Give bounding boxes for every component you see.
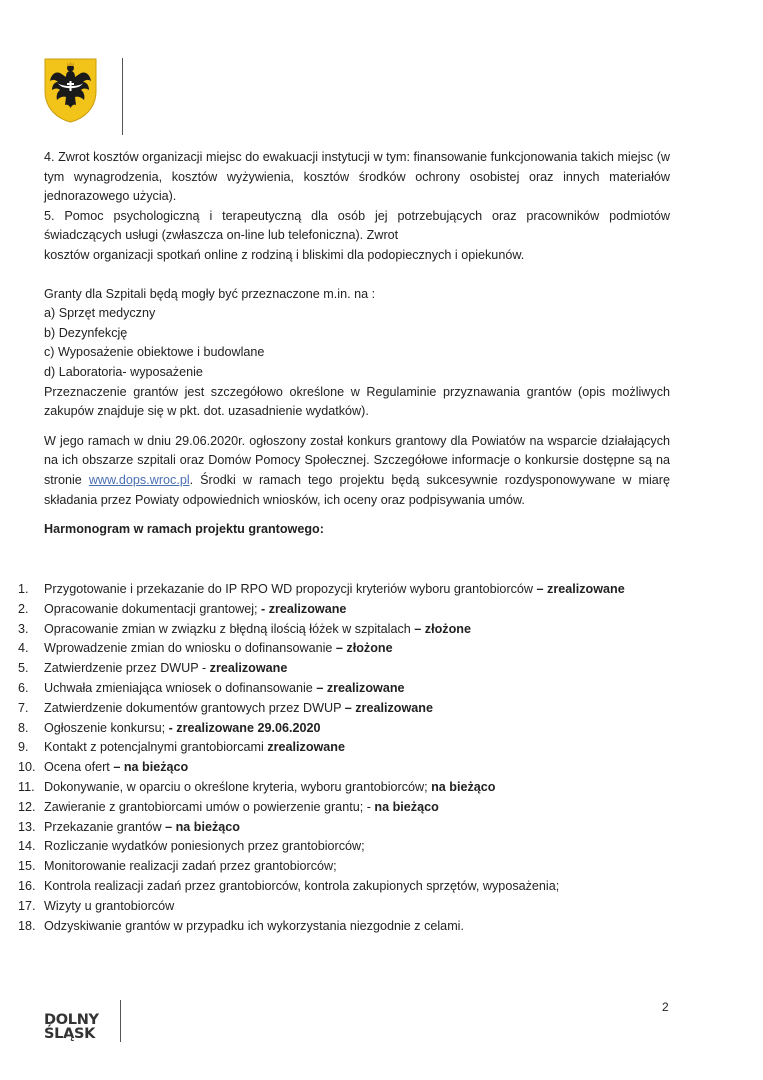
dolny-slask-logo: DOLNY ŚLĄSK: [44, 1012, 99, 1042]
schedule-item-number: 3.: [18, 621, 29, 636]
grants-intro: Granty dla Szpitali będą mogły być przeznaczone m.in. na :: [44, 286, 376, 301]
schedule-item-number: 7.: [18, 700, 29, 715]
schedule-item-status: - zrealizowane 29.06.2020: [168, 720, 321, 735]
footer-divider: [120, 1000, 121, 1042]
schedule-item-status: - zrealizowane: [261, 601, 347, 616]
grants-purpose: Przeznaczenie grantów jest szczegółowo określone w Regulaminie przyznawania grantów (opis możliwych zakupów znajduje się w pkt. dot. uzasadnienie wydatków).: [44, 384, 670, 419]
paragraph-item-5-continued: kosztów organizacji spotkań online z rodziną i bliskimi dla podopiecznych i opiekunów.: [44, 247, 525, 262]
contest-paragraph: [44, 432, 670, 510]
schedule-item-status: – złożone: [414, 621, 471, 636]
schedule-item-number: 13.: [18, 819, 36, 834]
schedule-item: [18, 877, 678, 897]
contest-text-a: W jego ramach w dniu 29.06.2020r. ogłoszony został konkurs grantowy dla Powiatów na wsparcie działających na ich obszarze szpitali oraz Domów Pomocy Społecznej. Szczegółowe informacje o konkursie dostępne są na stronie: [44, 433, 670, 487]
schedule-item-status: – zrealizowane: [344, 700, 433, 715]
schedule-item-status: – zrealizowane: [536, 582, 625, 596]
schedule-item-text: Kontakt z potencjalnymi grantobiorcami zrealizowane: [44, 740, 346, 755]
schedule-item: [18, 620, 678, 640]
schedule-item: [18, 857, 678, 877]
schedule-item-status: – zrealizowane: [316, 680, 405, 695]
document-body: [44, 148, 670, 540]
schedule-item: [18, 738, 678, 758]
schedule-item-status: – złożone: [335, 641, 393, 656]
schedule-item: [18, 798, 678, 818]
schedule-item-status: – na bieżąco: [165, 819, 241, 834]
contest-text-b: . Środki w ramach tego projektu będą sukcesywnie rozdysponowywane w miarę składania przez Powiaty odpowiednich wniosków, ich oceny oraz podpisywania umów.: [44, 472, 670, 507]
schedule-title: Harmonogram w ramach projektu grantowego:: [44, 522, 324, 537]
grant-option-b: b) Dezynfekcję: [44, 325, 128, 340]
schedule-item-number: 6.: [18, 680, 29, 695]
schedule-item-number: 2.: [18, 601, 29, 616]
schedule-item-number: 4.: [18, 641, 29, 656]
schedule-item-text: Ocena ofert – na bieżąco: [44, 760, 189, 775]
schedule-item-number: 10.: [18, 760, 36, 775]
schedule-list: [18, 580, 678, 936]
schedule-item-text: Zatwierdzenie przez DWUP - zrealizowane: [44, 661, 288, 676]
schedule-item-status: zrealizowane: [267, 740, 346, 755]
schedule-item-text: Ogłoszenie konkursu; - zrealizowane 29.06.2020: [44, 720, 321, 735]
schedule-item-number: 17.: [18, 898, 36, 913]
dops-link[interactable]: www.dops.wroc.pl: [88, 472, 190, 487]
schedule-item-status: na bieżąco: [374, 799, 439, 814]
schedule-item-number: 11.: [18, 779, 35, 794]
schedule-item-text: Dokonywanie, w oparciu o określone kryteria, wyboru grantobiorców; na bieżąco: [44, 779, 496, 794]
header-divider: [122, 58, 123, 135]
schedule-item-text: Odzyskiwanie grantów w przypadku ich wykorzystania niezgodnie z celami.: [44, 918, 464, 933]
schedule-item-status: – na bieżąco: [113, 760, 189, 775]
schedule-item: [18, 837, 678, 857]
schedule-item: [18, 719, 678, 739]
schedule-item: [18, 600, 678, 620]
schedule-item-text: Uchwała zmieniająca wniosek o dofinansowanie – zrealizowane: [44, 680, 405, 695]
schedule-item: [18, 699, 678, 719]
schedule-item-text: Przekazanie grantów – na bieżąco: [44, 819, 241, 834]
schedule-item-number: 1.: [18, 582, 29, 596]
schedule-item-status: na bieżąco: [431, 779, 496, 794]
schedule-item-text: Wprowadzenie zmian do wniosku o dofinansowanie – złożone: [44, 641, 393, 656]
schedule-item: [18, 659, 678, 679]
paragraph-item-5: 5. Pomoc psychologiczną i terapeutyczną dla osób jej potrzebujących oraz pracowników podmiotów świadczących usługi (zwłaszcza on-line lub telefoniczna). Zwrot: [44, 208, 670, 243]
schedule-item-text: Rozliczanie wydatków poniesionych przez grantobiorców;: [44, 839, 365, 854]
schedule-item-text: Opracowanie dokumentacji grantowej; - zrealizowane: [44, 601, 347, 616]
schedule-item: [18, 897, 678, 917]
schedule-item: [18, 679, 678, 699]
coat-of-arms-icon: [43, 57, 98, 123]
schedule-item: [18, 778, 678, 798]
schedule-item-text: Wizyty u grantobiorców: [44, 898, 175, 913]
paragraph-item-4: 4. Zwrot kosztów organizacji miejsc do ewakuacji instytucji w tym: finansowanie funkcjonowania takich miejsc (w tym wynagrodzenia, kosztów wyżywienia, kosztów środków ochrony osobistej oraz innych materiałów jednorazowego użycia).: [44, 150, 670, 204]
schedule-item-number: 12.: [18, 799, 36, 814]
schedule-item-text: Monitorowanie realizacji zadań przez grantobiorców;: [44, 859, 337, 874]
schedule-item-number: 5.: [18, 661, 29, 676]
schedule-item-text: Opracowanie zmian w związku z błędną ilością łóżek w szpitalach – złożone: [44, 621, 471, 636]
grant-option-c: c) Wyposażenie obiektowe i budowlane: [44, 345, 265, 360]
grant-option-a: a) Sprzęt medyczny: [44, 306, 156, 321]
schedule-item-text: Zawieranie z grantobiorcami umów o powierzenie grantu; - na bieżąco: [44, 799, 439, 814]
schedule-item-number: 15.: [18, 859, 36, 874]
schedule-item-number: 8.: [18, 720, 29, 735]
schedule-item-number: 9.: [18, 740, 29, 755]
schedule-item-number: 14.: [18, 839, 36, 854]
schedule-item: [18, 580, 678, 600]
schedule-item-text: Kontrola realizacji zadań przez grantobiorców, kontrola zakupionych sprzętów, wyposażenia;: [44, 878, 560, 893]
schedule-item-text: Zatwierdzenie dokumentów grantowych przez DWUP – zrealizowane: [44, 700, 433, 715]
schedule-item: [18, 917, 678, 937]
schedule-item-number: 18.: [18, 918, 36, 933]
schedule-item-status: zrealizowane: [209, 661, 288, 676]
schedule-item-text: Przygotowanie i przekazanie do IP RPO WD propozycji kryteriów wyboru grantobiorców – zrealizowane: [44, 582, 625, 596]
schedule-item-number: 16.: [18, 878, 36, 893]
schedule-item: [18, 818, 678, 838]
schedule-item: [18, 758, 678, 778]
grant-option-d: d) Laboratoria- wyposażenie: [44, 364, 203, 379]
schedule-item: [18, 639, 678, 659]
page-number: 2: [662, 1000, 669, 1014]
